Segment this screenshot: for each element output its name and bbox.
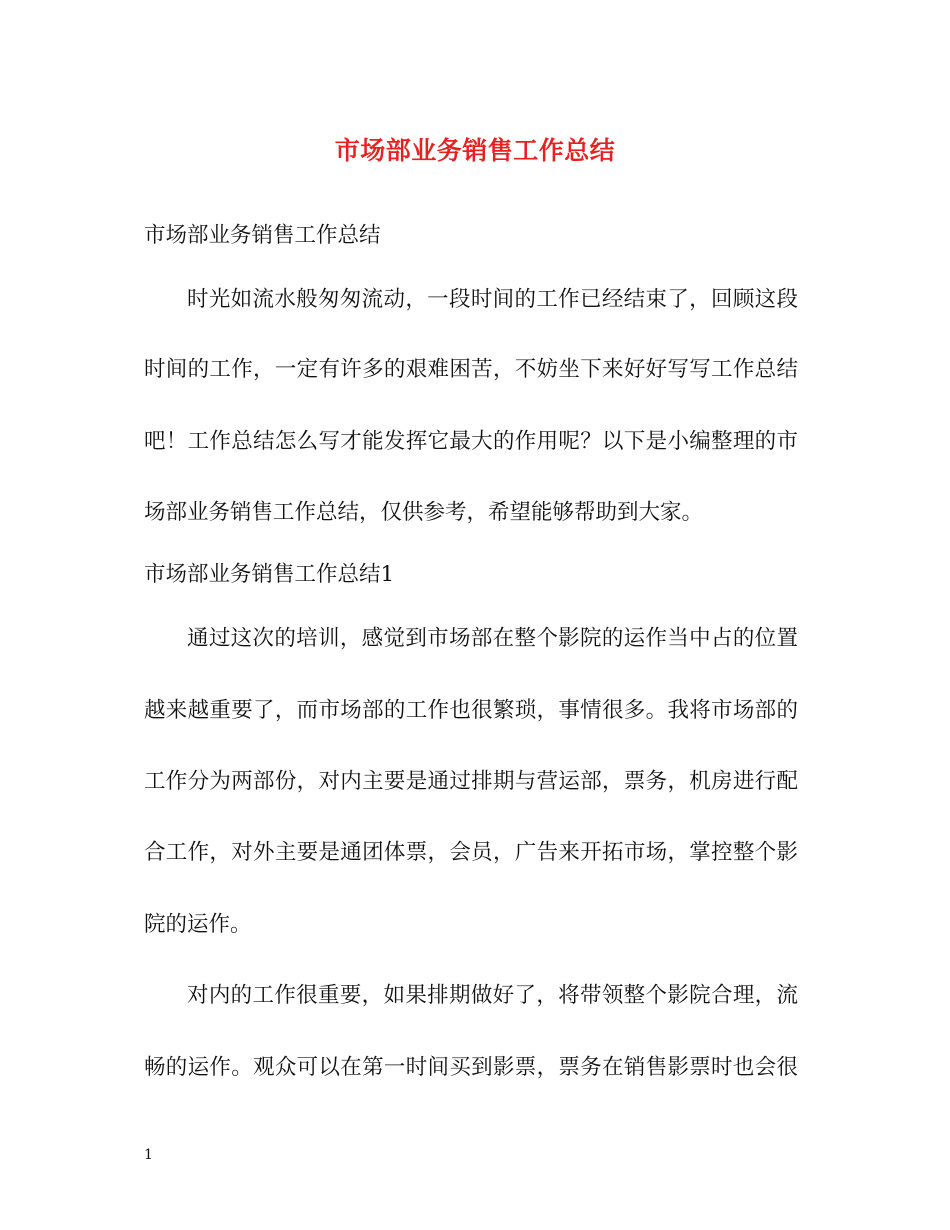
intro-line-1: 时光如流水般匆匆流动，一段时间的工作已经结束了，回顾这段: [187, 287, 798, 312]
paragraph2-line-2: 畅的运作。观众可以在第一时间买到影票，票务在销售影票时也会很: [144, 1055, 798, 1080]
document-subtitle: 市场部业务销售工作总结: [144, 223, 381, 248]
paragraph1-line-2: 越来越重要了，而市场部的工作也很繁琐，事情很多。我将市场部的: [144, 698, 798, 723]
paragraph1-line-4: 合工作，对外主要是通团体票，会员，广告来开拓市场，掌控整个影: [144, 840, 798, 865]
paragraph1-line-3: 工作分为两部份，对内主要是通过排期与营运部，票务，机房进行配: [144, 769, 798, 794]
paragraph1-line-1: 通过这次的培训，感觉到市场部在整个影院的运作当中占的位置: [187, 626, 798, 651]
section-heading: 市场部业务销售工作总结1: [144, 562, 395, 587]
page-number: 1: [144, 1147, 153, 1163]
intro-line-3: 吧！工作总结怎么写才能发挥它最大的作用呢？以下是小编整理的市: [144, 429, 798, 454]
intro-line-2: 时间的工作，一定有许多的艰难困苦，不妨坐下来好好写写工作总结: [144, 357, 798, 382]
paragraph1-line-5: 院的运作。: [144, 912, 252, 937]
document-title: 市场部业务销售工作总结: [334, 136, 616, 165]
intro-line-4: 场部业务销售工作总结，仅供参考，希望能够帮助到大家。: [144, 500, 704, 525]
paragraph2-line-1: 对内的工作很重要，如果排期做好了，将带领整个影院合理，流: [187, 983, 798, 1008]
